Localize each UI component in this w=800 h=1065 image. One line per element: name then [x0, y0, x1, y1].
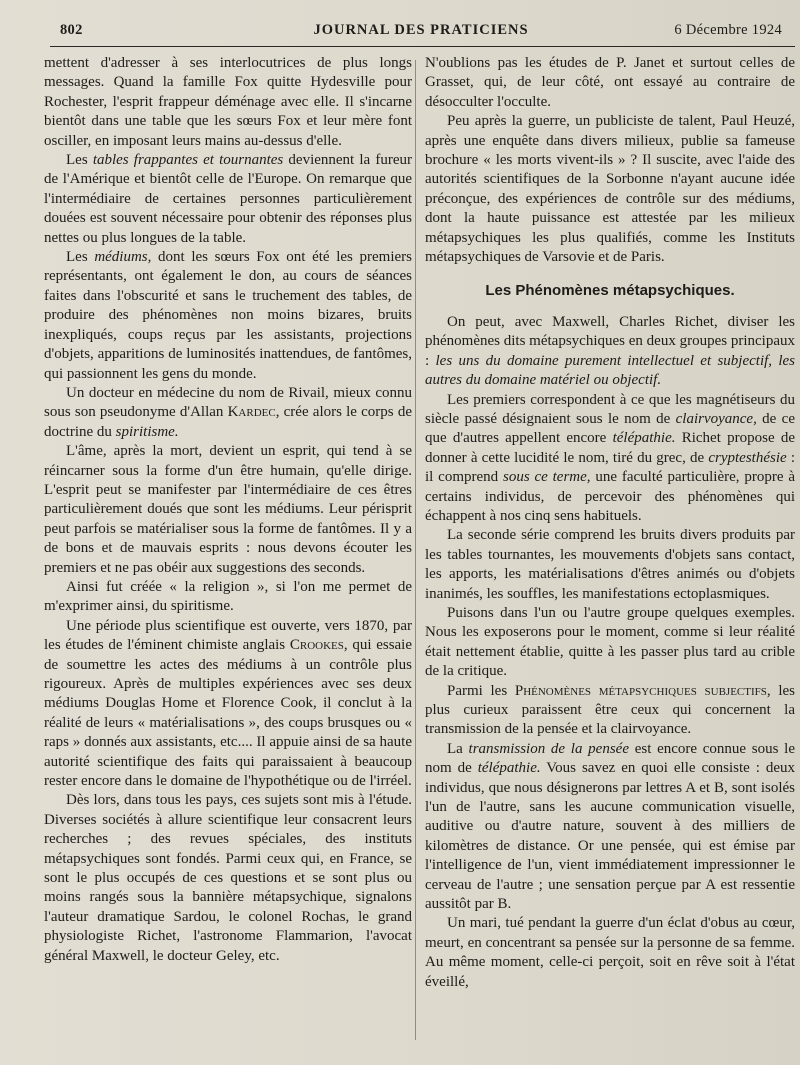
journal-title: JOURNAL DES PRATICIENS: [313, 22, 529, 38]
paragraph: L'âme, après la mort, devient un esprit, qui tend à se réincarner sous la forme d'un être humain, qu'elle dirige. L'esprit peut se manifester par l'intermédiaire de ces êtres particulièrement doués que sont les médiums. Leur périsprit peut parfois se matérialiser sous la forme de fantômes. Il y a de bons et de mauvais esprits : nous devons écouter les premiers et ne pas obéir aux suggestions des seconds.: [44, 443, 412, 576]
paragraph: N'oublions pas les études de P. Janet et surtout celles de Grasset, qui, de leur côté, ont essayé au contraire de désocculter l'occulte.: [425, 55, 795, 110]
paragraph: Les premiers correspondent à ce que les magnétiseurs du siècle passé désignaient sous le nom de clairvoyance, de ce que d'autres appellent encore télépathie. Richet propose de donner à cette lucidité le nom, tiré du grec, de cryptesthésie : il comprend sous ce terme, une faculté particulière, propre à certains individus, de percevoir des phénomènes qui échappent à nos cinq sens habituels.: [425, 391, 796, 524]
paragraph: Puisons dans l'un ou l'autre groupe quelques exemples. Nous les exposerons pour le moment, comme si leur réalité était nettement établie, quitte à les passer plus tard au crible de la critique.: [425, 604, 795, 680]
paragraph: La transmission de la pensée est encore connue sous le nom de télépathie. Vous savez en quoi elle consiste : deux individus, que nous désignerons par lettres A et B, sont isolés l'un de l'autre, sans les aucune communication visuelle, auditive ou d'autre nature, souvent à des milliers de kilomètres de distance. Or une pensée, qui est émise par l'intelligence de l'un, vient immédiatement impressionner le cerveau de l'autre ; une sensation perçue par A est ressentie aussitôt par B.: [425, 740, 795, 913]
issue-date: 6 Décembre 1924: [674, 22, 782, 38]
left-column: [44, 54, 412, 966]
paragraph: mettent d'adresser à ses interlocutrices de plus longs messages. Quand la famille Fox quitte Hydesville pour Rochester, l'esprit frappeur déménage avec elle. Il s'incarne bientôt dans une table que les sœurs Fox et leur mère font osciller, en imposant leurs mains au-dessus d'elle.: [44, 55, 412, 149]
page-number: 802: [60, 22, 83, 38]
paragraph: Dès lors, dans tous les pays, ces sujets sont mis à l'étude. Diverses sociétés à allure scientifique leur consacrent leurs recherches ; des revues spéciales, des instituts métapsychiques sont fondés. Parmi ceux qui, en France, se sont le plus occupés de ces questions et se sont plus ou moins rangés sous la bannière métapsychique, signalons l'auteur dramatique Sardou, le colonel Rochas, le grand physiologiste Richet, l'astronome Flammarion, l'avocat général Maxwell, le docteur Geley, etc.: [44, 792, 412, 964]
paragraph: Un mari, tué pendant la guerre d'un éclat d'obus au cœur, meurt, en concentrant sa pensée sur la personne de sa femme. Au même moment, celle-ci perçoit, soit en rêve soit à l'état éveillé,: [425, 915, 795, 990]
paragraph: Peu après la guerre, un publiciste de talent, Paul Heuzé, après une enquête dans divers milieux, publie sa fameuse brochure « les morts vivent-ils » ? Il suscite, avec l'aide des autorités scientifiques de la Sorbonne n'ayant aucune idée préconçue, des expériences de contrôle sur des médiums, dont la haute puissance est attestée par les milieux métapsychiques les plus qualifiés, comme les Instituts métapsychiques de Varsovie et de Paris.: [425, 113, 795, 266]
paragraph: La seconde série comprend les bruits divers produits par les tables tournantes, les mouvements d'objets sans contact, les apports, les matérialisations d'êtres animés ou d'objets inanimés, les souffles, les manifestations ectoplasmiques.: [425, 527, 795, 602]
paragraph: Ainsi fut créée « la religion », si l'on me permet de m'exprimer ainsi, du spiritisme.: [44, 578, 412, 615]
paragraph: Une période plus scientifique est ouverte, vers 1870, par les études de l'éminent chimiste anglais Crookes, qui essaie de soumettre les actes des médiums à un contrôle plus rigoureux. Après de multiples expériences avec ses deux médiums Douglas Home et Florence Cook, il conclut à la réalité de leurs « matérialisations », des coups brusques ou « raps » donnés aux assistants, etc.... Il appuie ainsi de sa haute autorité scientifique des faits qui paraissaient à beaucoup rester encore dans le domaine de l'hypothétique ou de l'irréel.: [44, 617, 413, 790]
header-rule: [50, 46, 795, 47]
section-heading: Les Phénomènes métapsychiques.: [485, 282, 735, 300]
paragraph: Parmi les Phénomènes métapsychiques subjectifs, les plus curieux paraissent être ceux qui concernent la transmission de la pensée et la clairvoyance.: [425, 682, 795, 738]
paragraph: Un docteur en médecine du nom de Rivail, mieux connu sous son pseudonyme d'Allan Kardec, crée alors le corps de doctrine du spiritisme.: [44, 384, 412, 440]
page-header: [60, 22, 782, 46]
paragraph: Les tables frappantes et tournantes deviennent la fureur de l'Amérique et bientôt celle de l'Europe. On remarque que l'intermédiaire de certaines personnes particulièrement douées est souvent nécessaire pour obtenir des réponses plus nettes ou plus longues de la table.: [44, 152, 412, 246]
column-divider: [415, 60, 416, 1040]
right-column: [425, 54, 795, 992]
paragraph: Les médiums, dont les sœurs Fox ont été les premiers représentants, ont également le don, au cours de séances faites dans l'obscurité et sans le truchement des tables, de produire des phénomènes non moins bizares, bruits inexpliqués, coups reçus par les assistants, projections d'objets, apparitions de luminosités inattendues, de fantômes, qui passionnent les gens du monde.: [44, 249, 412, 382]
paragraph: On peut, avec Maxwell, Charles Richet, diviser les phénomènes dits métapsychiques en deux groupes principaux : les uns du domaine purement intellectuel et subjectif, les autres du domaine matériel ou objectif.: [425, 313, 796, 389]
